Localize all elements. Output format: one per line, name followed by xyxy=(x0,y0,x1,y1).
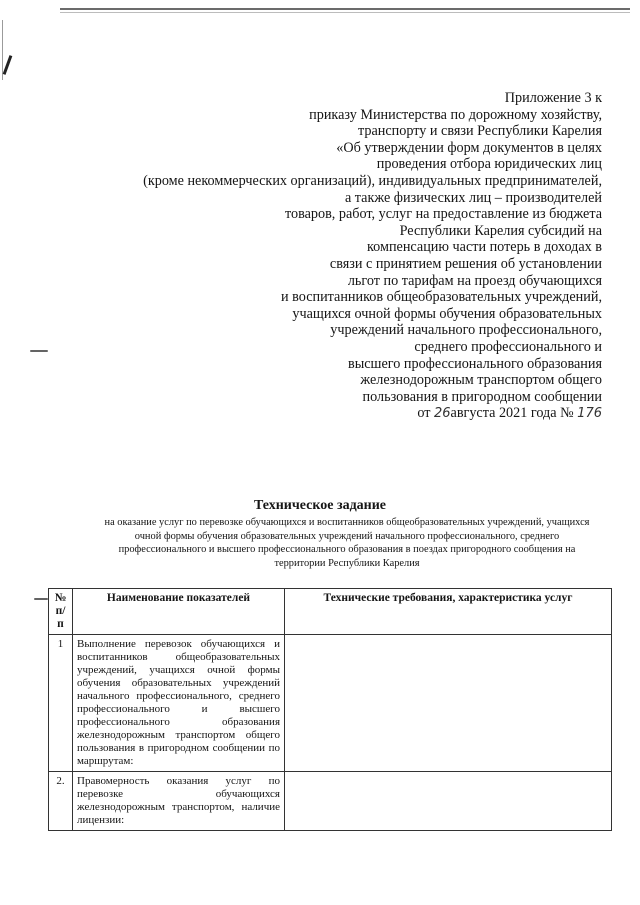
table-header-row xyxy=(49,589,612,635)
appendix-line: приказу Министерства по дорожному хозяйству, xyxy=(309,106,602,123)
row-num: 1 xyxy=(49,635,73,772)
document-title: Техническое задание xyxy=(253,498,386,513)
document-subtitle: на оказание услуг по перевозке обучающихся и воспитанников общеобразовательных учреждений, учащихся очной формы обучения образовательных учреждений начального профессионального, среднего профессионального и высшего профессионального образования в поездах пригородного сообщения на территории Республики Карелия xyxy=(104,517,590,569)
table-row xyxy=(49,635,612,772)
scan-artifact-mark xyxy=(3,55,13,75)
appendix-line: Республики Карелия субсидий на xyxy=(399,222,602,239)
appendix-line: транспорту и связи Республики Карелия xyxy=(358,123,602,140)
header-num: № п/п xyxy=(49,589,73,635)
appendix-line: и воспитанников общеобразовательных учреждений, xyxy=(281,289,602,306)
table-row xyxy=(49,772,612,831)
appendix-line: связи с принятием решения об установлении xyxy=(329,255,602,272)
date-day-handwritten: 26 xyxy=(433,406,451,422)
appendix-line: (кроме некоммерческих организаций), индивидуальных предпринимателей, xyxy=(143,172,602,189)
row-requirements xyxy=(285,635,612,772)
appendix-date-line xyxy=(42,405,602,423)
order-number-handwritten: 176 xyxy=(577,406,602,422)
row-requirements xyxy=(285,772,612,831)
scan-artifact-line xyxy=(60,12,630,13)
appendix-line: компенсацию части потерь в доходах в xyxy=(366,239,602,256)
specification-table xyxy=(48,588,612,831)
header-name: Наименование показателей xyxy=(73,589,285,635)
appendix-line: железнодорожным транспортом общего xyxy=(360,372,602,389)
date-middle: августа 2021 года № xyxy=(450,405,574,422)
appendix-line: среднего профессионального и xyxy=(414,338,602,355)
row-name: Правомерность оказания услуг по перевозке обучающихся железнодорожным транспортом, наличие лицензии: xyxy=(73,772,285,831)
scan-artifact-line xyxy=(60,8,630,10)
appendix-line: проведения отбора юридических лиц xyxy=(376,156,602,173)
appendix-line: товаров, работ, услуг на предоставление из бюджета xyxy=(285,206,602,223)
appendix-header xyxy=(42,90,602,423)
appendix-line: пользования в пригородном сообщении xyxy=(362,388,602,405)
appendix-line: учащихся очной формы обучения образовательных xyxy=(292,305,602,322)
appendix-line: «Об утверждении форм документов в целях xyxy=(336,139,602,156)
appendix-line: Приложение 3 к xyxy=(504,90,602,106)
appendix-line: учреждений начального профессионального, xyxy=(330,322,602,339)
appendix-line: а также физических лиц – производителей xyxy=(344,189,602,206)
header-requirements: Технические требования, характеристика услуг xyxy=(285,589,612,635)
appendix-line: льгот по тарифам на проезд обучающихся xyxy=(347,272,602,289)
appendix-line: высшего профессионального образования xyxy=(348,355,602,372)
row-num: 2. xyxy=(49,772,73,831)
scan-artifact-mark xyxy=(2,20,3,80)
date-prefix: от xyxy=(417,405,431,422)
scan-artifact-mark xyxy=(34,598,48,600)
row-name: Выполнение перевозок обучающихся и воспитанников общеобразовательных учреждений, учащихся очной формы обучения образовательных учреждений начального профессионального, среднего профессионального и высшего профессионального образования железнодорожным транспортом общего пользования в пригородном сообщении по маршрутам: xyxy=(73,635,285,772)
